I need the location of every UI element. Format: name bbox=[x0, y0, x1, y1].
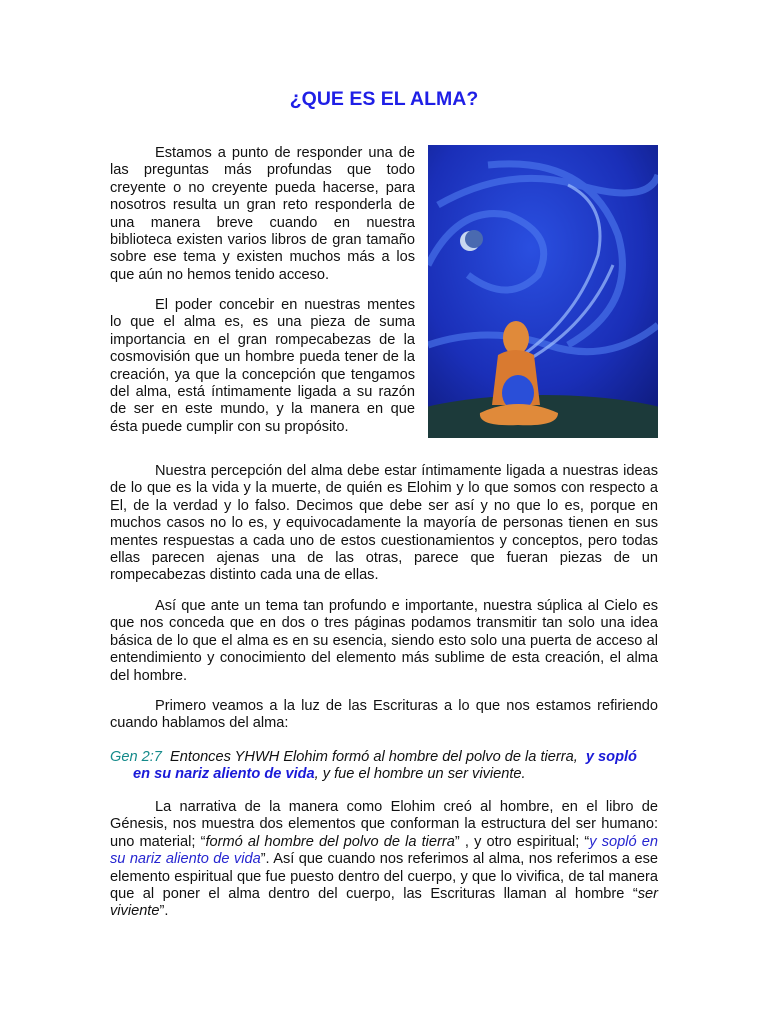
verse-highlight: y sopló en su nariz aliento de vida bbox=[133, 749, 637, 783]
paragraph-4: Así que ante un tema tan profundo e importante, nuestra súplica al Cielo es que nos conceda que en dos o tres páginas podamos transmitir tan solo una idea básica de lo que el alma es en su esencia, siendo esto solo una puerta de acceso al entendimiento y conocimiento del elemento más sublime de esta creación, el alma del hombre. bbox=[110, 598, 658, 684]
verse-text-end: , y fue el hombre un ser viviente. bbox=[314, 766, 526, 783]
verse-text: Entonces YHWH Elohim formó al hombre del polvo de la tierra, bbox=[170, 749, 578, 765]
verse-reference: Gen 2:7 bbox=[110, 749, 162, 765]
page-title: ¿QUE ES EL ALMA? bbox=[289, 88, 479, 110]
closing-text: La narrativa de la manera como Elohim creó al hombre, en el libro de Génesis, nos muestra dos elementos que conforman la estructura del ser humano: uno material; “ bbox=[110, 799, 658, 850]
closing-text: ”. Así que cuando nos referimos al alma, nos referimos a ese elemento espiritual que fue puesto dentro del cuerpo, y que lo vivifica, de tal manera que al poner el alma dentro del cuerpo, las Escrituras llaman al hombre “ bbox=[110, 851, 658, 903]
paragraph-3: Nuestra percepción del alma debe estar íntimamente ligada a nuestras ideas de lo que es la vida y la muerte, de quién es Elohim y lo que somos con respecto a El, de la verdad y lo falso. Decimos que debe ser así y no que lo es, porque en muchos casos no lo es, y equivocadamente la mayoría de personas tienen en sus mentes respuestas a cada uno de estos cuestionamientos y conceptos, pero todas ellas parecen ajenas una de las otras, parece que fueran piezas de un rompecabezas distinto cada una de ellas. bbox=[110, 463, 658, 584]
scripture-quote bbox=[110, 749, 658, 784]
closing-quote-3: ser viviente bbox=[110, 886, 658, 920]
soul-illustration bbox=[428, 145, 658, 438]
meditating-figure-painting-image bbox=[428, 145, 658, 438]
paragraph-2: El poder concebir en nuestras mentes lo que el alma es, es una pieza de suma importancia en el gran rompecabezas de la cosmovisión que un hombre pueda tener de la creación, ya que la concepción que tengamos del alma, está íntimamente ligada a su razón de ser en este mundo, y la manera en que ésta puede cumplir con su propósito. bbox=[110, 297, 415, 435]
paragraph-5: Primero veamos a la luz de las Escrituras a lo que nos estamos refiriendo cuando hablamos del alma: bbox=[110, 698, 658, 732]
closing-quote-2: y sopló en su nariz aliento de vida bbox=[110, 833, 658, 868]
paragraph-6 bbox=[110, 799, 658, 921]
closing-quote-1: formó al hombre del polvo de la tierra bbox=[205, 833, 455, 850]
closing-text: ”. bbox=[159, 903, 169, 920]
paragraph-1: Estamos a punto de responder una de las preguntas más profundas que todo creyente o no creyente pueda hacerse, para nosotros resulta un gran reto responderla de una manera breve cuando en nuestra biblioteca existen varios libros de gran tamaño sobre ese tema y existen muchos más a los que aún no hemos tenido acceso. bbox=[110, 145, 415, 283]
closing-text: ” , y otro espiritual; “ bbox=[454, 833, 590, 850]
